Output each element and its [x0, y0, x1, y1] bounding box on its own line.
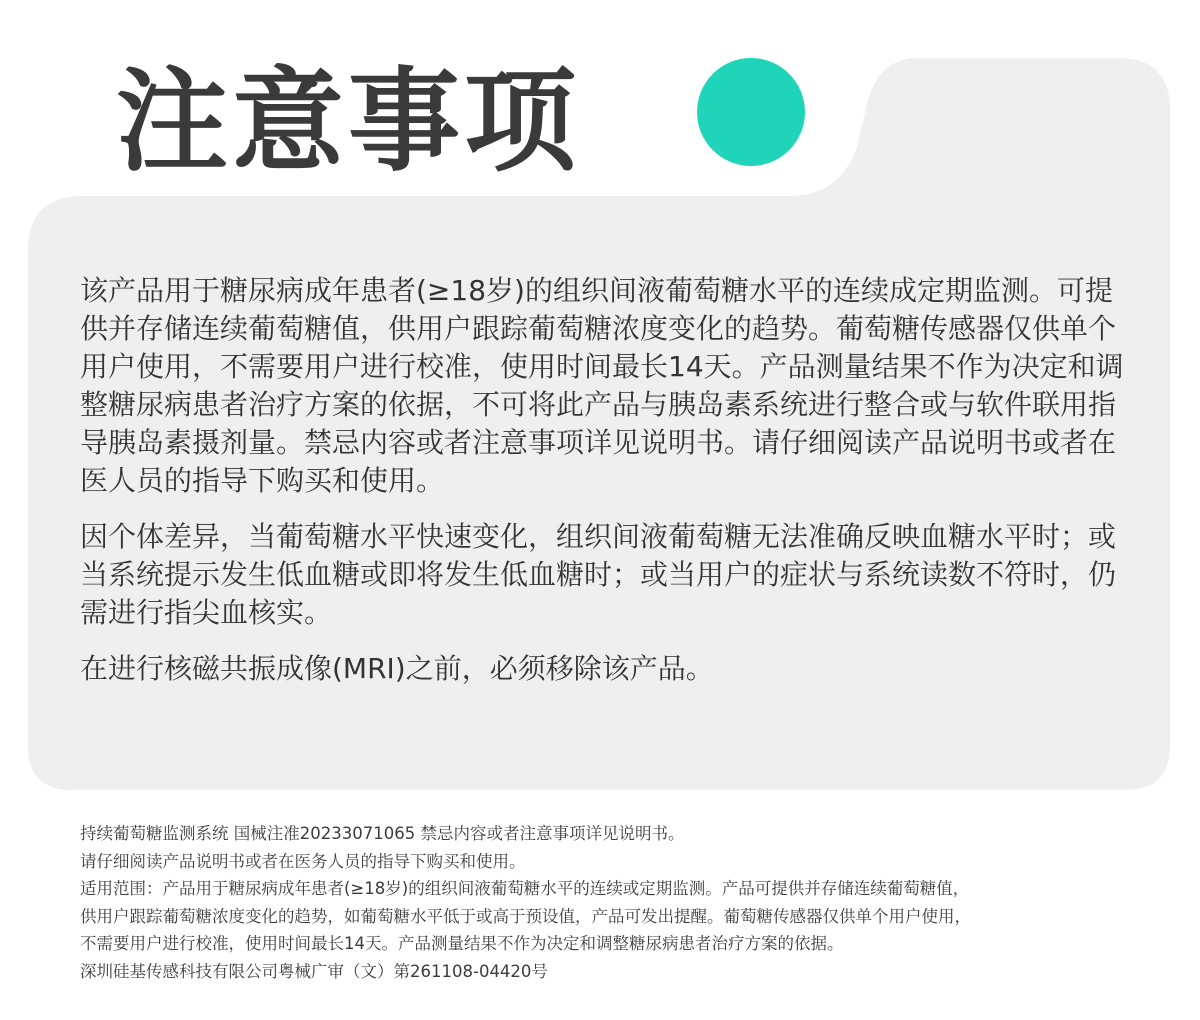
footer-line: 请仔细阅读产品说明书或者在医务人员的指导下购买和使用。 — [80, 851, 526, 871]
body-text — [80, 272, 1130, 706]
footer-line: 适用范围：产品用于糖尿病成年患者(≥18岁)的组织间液葡萄糖水平的连续或定期监测。产品可提供并存储连续葡萄糖值， — [80, 879, 970, 898]
footer-line: 深圳硅基传感科技有限公司粤械广审（文）第261108-04420号 — [80, 961, 548, 981]
accent-dot — [697, 58, 805, 166]
page-title: 注意事项 — [116, 57, 580, 187]
paragraph-mri-warning: 在进行核磁共振成像(MRI)之前，必须移除该产品。 — [80, 652, 714, 685]
footer-disclaimer — [80, 820, 1160, 985]
paragraph-fingerstick-warning: 因个体差异，当葡萄糖水平快速变化，组织间液葡萄糖无法准确反映血糖水平时；或当系统提示发生低血糖或即将发生低血糖时；或当用户的症状与系统读数不符时，仍需进行指尖血核实。 — [80, 520, 1117, 629]
paragraph-intended-use: 该产品用于糖尿病成年患者(≥18岁)的组织间液葡萄糖水平的连续成定期监测。可提供并存储连续葡萄糖值，供用户跟踪葡萄糖浓度变化的趋势。葡萄糖传感器仅供单个用户使用，不需要用户进行校准，使用时间最长14天。产品测量结果不作为决定和调整糖尿病患者治疗方案的依据，不可将此产品与胰岛素系统进行整合或与软件联用指导胰岛素摄剂量。禁忌内容或者注意事项详见说明书。请仔细阅读产品说明书或者在医人员的指导下购买和使用。 — [80, 274, 1124, 497]
footer-line: 持续葡萄糖监测系统 国械注准20233071065 禁忌内容或者注意事项详见说明书。 — [80, 824, 685, 843]
footer-line: 供用户跟踪葡萄糖浓度变化的趋势，如葡萄糖水平低于或高于预设值，产品可发出提醒。葡萄糖传感器仅供单个用户使用， — [80, 906, 971, 926]
footer-line: 不需要用户进行校准，使用时间最长14天。产品测量结果不作为决定和调整糖尿病患者治疗方案的依据。 — [80, 934, 844, 953]
